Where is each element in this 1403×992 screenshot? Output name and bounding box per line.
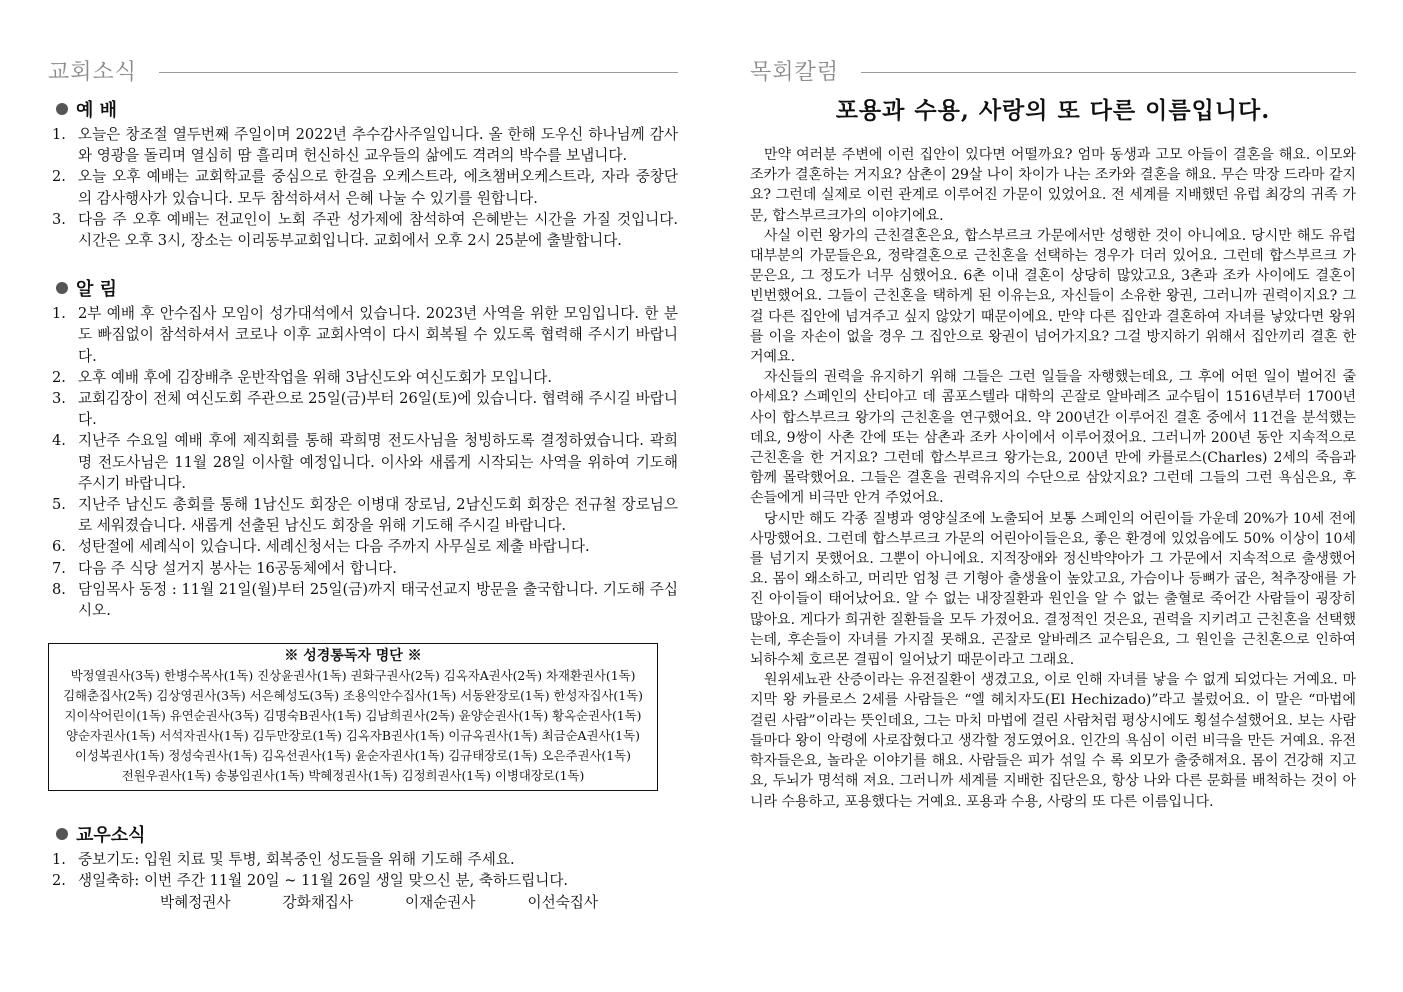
- list-item: 3. 교회김장이 전체 여신도회 주관으로 25일(금)부터 26일(토)에 있습니다. 협력해 주시길 바랍니다.: [52, 390, 678, 429]
- paragraph: 만약 여러분 주변에 이런 집안이 있다면 어떨까요? 엄마 동생과 고모 아들이 결혼을 해요. 이모와 조카가 결혼하는 거지요? 삼촌이 29살 나이 차이가 나는 조카와 결혼을 해요. 무슨 막장 드라마 같지요? 그런데 실제로 이런 관계로 이루어진 가문이 있었어요. 전 세계를 지배했던 유럽 최강의 귀족 가문, 합스부르크가의 이야기에요.: [750, 147, 1356, 224]
- list-item: 3. 다음 주 오후 예배는 전교인이 노회 주관 성가제에 참석하여 은혜받는 시간을 가질 것입니다. 시간은 오후 3시, 장소는 이리동부교회입니다. 교회에서 오후 2시 25분에 출발합니다.: [52, 210, 678, 250]
- notices-heading-text: 알 림: [76, 279, 118, 301]
- roster-line: 지이삭어린이(1독) 유연순권사(3독) 김명숙B권사(1독) 김남희권사(2독) 윤양순권사(1독) 황옥순권사(1독): [64, 708, 642, 724]
- paragraph: 사실 이런 왕가의 근친결혼은요, 합스부르크 가문에서만 성행한 것이 아니에요. 당시만 해도 유럽 대부분의 가문들은요, 정략결혼으로 근친혼을 선택하는 경우가 더러 있어요. 그런데 합스부르크 가문은요, 그 정도가 너무 심했어요. 6촌 이내 결혼이 상당히 많았고요, 3촌과 조카 사이에도 결혼이 빈번했어요. 그들이 근친혼을 택하게 된 이유는요, 자신들이 소유한 왕권, 그러니까 권력이지요? 그걸 다른 집안에 넘겨주고 싶지 않았기 때문이에요. 만약 다른 집안과 결혼하여 자녀를 낳았다면 왕위를 이을 자손이 없을 경우 그 집안으로 왕권이 넘어가지요? 그걸 방지하기 위해서 집안끼리 결혼 한 거예요.: [750, 227, 1356, 366]
- paragraph: 당시만 해도 각종 질병과 영양실조에 노출되어 보통 스페인의 어린이들 가운데 20%가 10세 전에 사망했어요. 그런데 합스부르크 가문의 어린아이들은요, 좋은 환경에 있었음에도 50% 이상이 10세를 넘기지 못했어요. 그뿐이 아니에요. 지적장애와 정신박약아가 그 가문에서 지속적으로 출생했어요. 몸이 왜소하고, 머리만 엄청 큰 기형아 출생율이 높았고요, 가슴이나 등뼈가 굽은, 척추장애를 가진 아이들이 태어났어요. 알 수 없는 내장질환과 원인을 알 수 없는 출혈로 죽어간 사람들이 굉장히 많아요. 게다가 희귀한 질환들을 모두 가졌어요. 결정적인 것은요, 권력을 지키려고 근친혼을 선택했는데, 후손들이 자녀를 가지질 못해요. 곤잘로 알바레즈 교수팀은요, 그 원인을 근친혼으로 인하여 뇌하수체 호르몬 결핍이 일어났기 때문이라고 그래요.: [750, 510, 1356, 669]
- paragraph: 원위세뇨관 산증이라는 유전질환이 생겼고요, 이로 인해 자녀를 낳을 수 없게 되었다는 거예요. 마지막 왕 카를로스 2세를 사람들은 “엘 헤치자도(El Hechizado)”라고 불렀어요. 이 말은 “마법에 걸린 사람”이라는 뜻인데요, 그는 마치 마법에 걸린 사람처럼 평상시에도 횡설수설했어요. 보는 사람들마다 왕이 악령에 사로잡혔다고 생각할 정도였어요. 인간의 욕심이 이런 비극을 만든 거예요. 유전학자들은요, 놀라운 이야기를 해요. 사람들은 피가 섞일 수 록 외모가 출중해져요. 몸이 건강해 지고요, 두뇌가 명석해 져요. 그러니까 세계를 지배한 집단은요, 항상 나와 다른 문화를 배척하는 것이 아니라 수용하고, 포용했다는 거예요. 포용과 수용, 사랑의 또 다른 이름입니다.: [750, 672, 1356, 810]
- members-list: [48, 849, 678, 891]
- bible-reading-roster: [48, 643, 658, 791]
- paragraph: 자신들의 권력을 유지하기 위해 그들은 그런 일들을 자행했는데요, 그 후에 어떤 일이 벌어진 줄 아세요? 스페인의 산티아고 데 콤포스텔라 대학의 곤잘로 알바레즈 교수팀이 1516년부터 1700년 사이 합스부르크 왕가의 근친혼을 연구했어요. 약 200년간 이루어진 결혼 중에서 11건을 분석했는데요, 9쌍이 사촌 간에 또는 삼촌과 조카 사이에서 이루어졌어요. 그러니까 200년 동안 지속적으로 근친혼을 한 거지요? 그런데 합스부르크 왕가는요, 200년 만에 카를로스(Charles) 2세의 죽음과 함께 몰락했어요. 그들은 결혼을 권력유지의 수단으로 삼았지요? 그런데 그들의 그런 욕심은요, 후손들에게 비극만 안겨 주었어요.: [750, 369, 1356, 507]
- header-rule: [861, 72, 1356, 73]
- list-item: 7. 다음 주 식당 설거지 봉사는 16공동체에서 합니다.: [52, 559, 397, 577]
- pastor-column-header: [750, 50, 1356, 90]
- members-heading-text: 교우소식: [76, 825, 146, 847]
- roster-line: 김해춘집사(2독) 김상영권사(3독) 서은혜성도(3독) 조용익안수집사(1독) 서동완장로(1독) 한성자집사(1독): [63, 688, 643, 704]
- birthday-names: [160, 892, 678, 913]
- list-item: 2. 오늘 오후 예배는 교회학교를 중심으로 한걸음 오케스트라, 에츠챔버오케스트라, 자라 중창단의 감사행사가 있습니다. 모두 참석하셔서 은혜 나눌 수 있기를 원합니다.: [52, 168, 678, 207]
- list-item: 2. 오후 예배 후에 김장배추 운반작업을 위해 3남신도와 여신도회가 모입니다.: [52, 368, 552, 386]
- right-column: [750, 50, 1356, 812]
- left-column: [48, 50, 678, 913]
- header-rule: [159, 72, 678, 73]
- birthday-name: 박혜정권사: [160, 893, 231, 911]
- column-article-body: [750, 145, 1356, 812]
- notices-heading: [56, 275, 678, 301]
- list-item: 2. 생일축하: 이번 주간 11월 20일 ~ 11월 26일 생일 맞으신 분, 축하드립니다.: [52, 872, 569, 890]
- list-item: 1. 오늘은 창조절 열두번째 주일이며 2022년 추수감사주일입니다. 올 한해 도우신 하나님께 감사와 영광을 돌리며 열심히 땀 흘리며 헌신하신 교우들의 삶에도 격려의 박수를 보냅니다.: [52, 126, 678, 165]
- church-news-title: 교회소식: [48, 59, 138, 85]
- list-item: 8. 담임목사 동정 : 11월 21일(월)부터 25일(금)까지 태국선교지 방문을 출국합니다. 기도해 주십시오.: [52, 580, 678, 620]
- church-news-header: [48, 50, 678, 90]
- list-item: 1. 중보기도: 입원 치료 및 투병, 회복중인 성도들을 위해 기도해 주세요.: [52, 851, 515, 869]
- worship-list: [48, 124, 678, 251]
- list-item: 4. 지난주 수요일 예배 후에 제직회를 통해 곽희명 전도사님을 청빙하도록 결정하였습니다. 곽희명 전도사님은 11월 28일 이사할 예정입니다. 이사와 새롭게 시작되는 사역을 위하여 기도해 주시기 바랍니다.: [52, 432, 678, 492]
- bullet-icon: [56, 282, 68, 294]
- roster-line: 양순자권사(1독) 서석자권사(1독) 김두만장로(1독) 김옥자B권사(1독) 이규옥권사(1독) 최금순A권사(1독): [66, 728, 640, 744]
- notices-list: [48, 303, 678, 621]
- roster-title: ※ 성경통독자 명단 ※: [284, 648, 422, 665]
- worship-heading: [56, 96, 678, 122]
- worship-heading-text: 예 배: [76, 100, 118, 121]
- list-item: 6. 성탄절에 세례식이 있습니다. 세례신청서는 다음 주까지 사무실로 제출 바랍니다.: [52, 538, 590, 556]
- birthday-name: 이선숙집사: [527, 893, 598, 911]
- pastor-column-title: 목회칼럼: [750, 59, 840, 85]
- members-heading: [56, 821, 678, 847]
- roster-line: 박정열권사(3독) 한병수목사(1독) 진상윤권사(1독) 권화구권사(2독) 김옥자A권사(2독) 차재환권사(1독): [70, 668, 636, 684]
- roster-line: 전원우권사(1독) 송봉임권사(1독) 박혜정권사(1독) 김정희권사(1독) 이병대장로(1독): [121, 768, 585, 784]
- roster-line: 이성복권사(1독) 정성숙권사(1독) 김옥선권사(1독) 윤순자권사(1독) 김규태장로(1독) 오은주권사(1독): [75, 748, 631, 764]
- birthday-name: 이재순권사: [405, 893, 476, 911]
- bullet-icon: [56, 828, 68, 840]
- birthday-name: 강화채집사: [282, 893, 353, 911]
- list-item: 5. 지난주 남신도 총회를 통해 1남신도 회장은 이병대 장로님, 2남신도회 회장은 전규철 장로님으로 세워졌습니다. 새롭게 선출된 남신도 회장을 위해 기도해 주시길 바랍니다.: [52, 496, 678, 535]
- bullet-icon: [56, 103, 68, 115]
- column-article-title: 포용과 수용, 사랑의 또 다른 이름입니다.: [835, 97, 1271, 124]
- list-item: 1. 2부 예배 후 안수집사 모임이 성가대석에서 있습니다. 2023년 사역을 위한 모임입니다. 한 분 도 빠짐없이 참석하셔서 코로나 이후 교회사역이 다시 회복될 수 있도록 협력해 주시기 바랍니다.: [52, 305, 678, 365]
